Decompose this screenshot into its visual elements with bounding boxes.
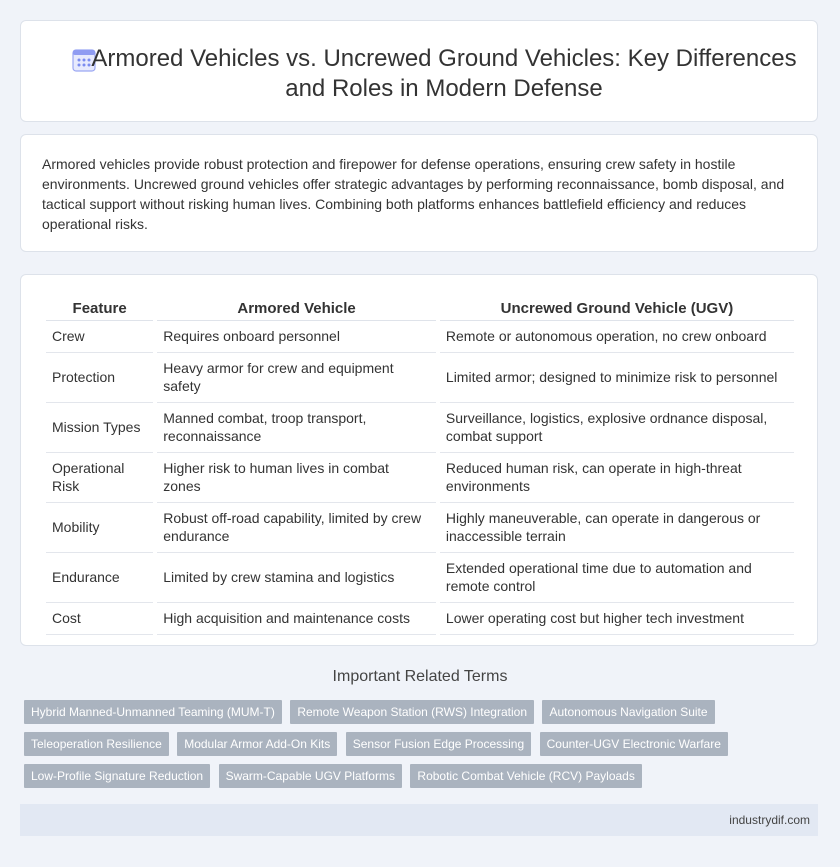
intro-paragraph: Armored vehicles provide robust protection and firepower for defense operations, ensuring crew safety in hostile environments. Uncrewed ground vehicles offer strategic advantages by performing reconnaissance, bomb disposal, and tactical support without risking human lives. Combining both platforms enhances battlefield efficiency and reduces operational risks. <box>42 156 785 232</box>
table-row <box>46 503 794 553</box>
table-row <box>46 553 794 603</box>
row-feature: Crew <box>46 321 153 353</box>
row-feature: Mobility <box>46 503 153 553</box>
footer-site-link[interactable]: industrydif.com <box>729 813 810 827</box>
row-ugv: Highly maneuverable, can operate in dangerous or inaccessible terrain <box>440 503 794 553</box>
table-row <box>46 453 794 503</box>
row-armored: Heavy armor for crew and equipment safety <box>157 353 436 403</box>
row-feature: Mission Types <box>46 403 153 453</box>
related-term-tag[interactable]: Teleoperation Resilience <box>24 732 169 756</box>
comparison-table-card <box>20 274 818 646</box>
table-row <box>46 603 794 635</box>
header-feature: Feature <box>46 296 153 321</box>
row-armored: Robust off-road capability, limited by crew endurance <box>157 503 436 553</box>
row-ugv: Lower operating cost but higher tech investment <box>440 603 794 635</box>
related-term-tag[interactable]: Hybrid Manned-Unmanned Teaming (MUM-T) <box>24 700 282 724</box>
row-armored: High acquisition and maintenance costs <box>157 603 436 635</box>
row-ugv: Limited armor; designed to minimize risk to personnel <box>440 353 794 403</box>
footer-bar <box>20 804 818 836</box>
intro-card <box>20 134 818 252</box>
related-term-tag[interactable]: Remote Weapon Station (RWS) Integration <box>290 700 534 724</box>
row-ugv: Surveillance, logistics, explosive ordnance disposal, combat support <box>440 403 794 453</box>
related-term-tag[interactable]: Sensor Fusion Edge Processing <box>346 732 531 756</box>
comparison-table <box>42 296 798 635</box>
related-term-tag[interactable]: Robotic Combat Vehicle (RCV) Payloads <box>410 764 641 788</box>
table-row <box>46 403 794 453</box>
header-armored-vehicle: Armored Vehicle <box>157 296 436 321</box>
row-ugv: Remote or autonomous operation, no crew onboard <box>440 321 794 353</box>
table-row <box>46 353 794 403</box>
row-ugv: Reduced human risk, can operate in high-threat environments <box>440 453 794 503</box>
row-armored: Higher risk to human lives in combat zones <box>157 453 436 503</box>
table-header-row <box>46 296 794 321</box>
row-armored: Limited by crew stamina and logistics <box>157 553 436 603</box>
row-armored: Requires onboard personnel <box>157 321 436 353</box>
row-feature: Operational Risk <box>46 453 153 503</box>
row-feature: Protection <box>46 353 153 403</box>
related-terms-list <box>24 700 804 796</box>
related-term-tag[interactable]: Swarm-Capable UGV Platforms <box>219 764 402 788</box>
table-row <box>46 321 794 353</box>
row-feature: Cost <box>46 603 153 635</box>
related-term-tag[interactable]: Counter-UGV Electronic Warfare <box>540 732 728 756</box>
row-feature: Endurance <box>46 553 153 603</box>
row-ugv: Extended operational time due to automation and remote control <box>440 553 794 603</box>
related-term-tag[interactable]: Low-Profile Signature Reduction <box>24 764 210 788</box>
related-terms-heading: Important Related Terms <box>332 668 508 685</box>
row-armored: Manned combat, troop transport, reconnaissance <box>157 403 436 453</box>
related-term-tag[interactable]: Modular Armor Add-On Kits <box>177 732 337 756</box>
title-card <box>20 20 818 122</box>
page-title: Armored Vehicles vs. Uncrewed Ground Vehicles: Key Differences and Roles in Modern Defense <box>91 45 797 102</box>
header-ugv: Uncrewed Ground Vehicle (UGV) <box>440 296 794 321</box>
related-term-tag[interactable]: Autonomous Navigation Suite <box>542 700 714 724</box>
